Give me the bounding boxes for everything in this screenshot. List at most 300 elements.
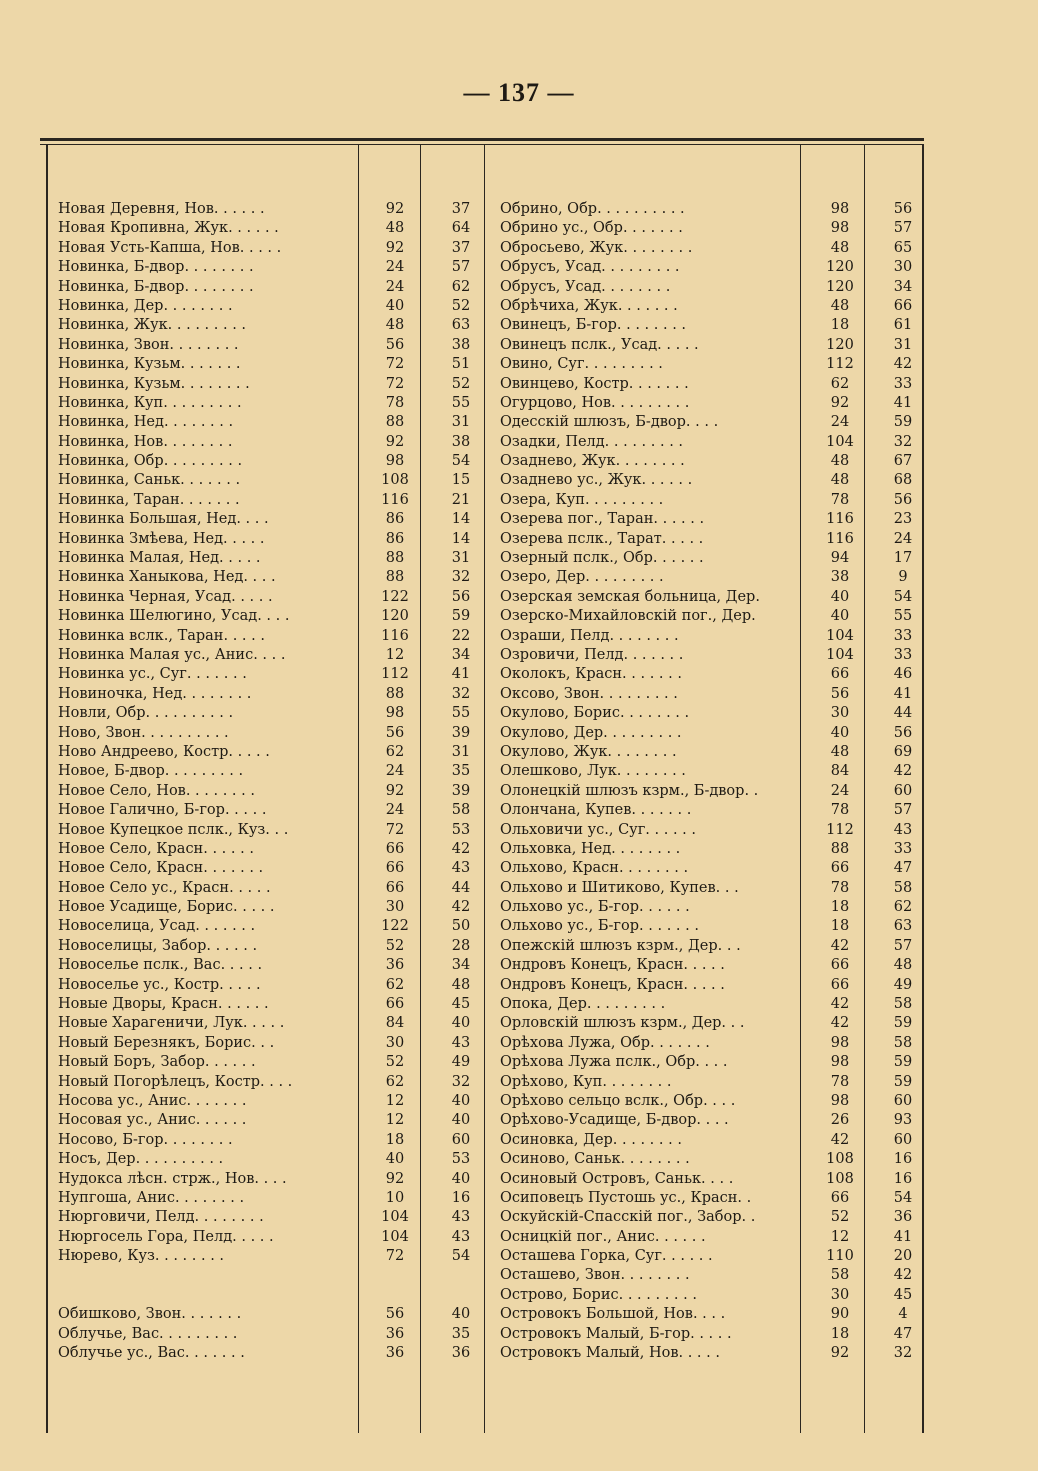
value-b: 44 bbox=[893, 705, 913, 722]
place-name: Овинцево, Костр. . . . . . . bbox=[500, 375, 689, 392]
value-b: 63 bbox=[451, 317, 471, 334]
place-name: Орѣхово-Усадище, Б-двор. . . . bbox=[500, 1112, 729, 1129]
place-name: Новинка вслк., Таран. . . . . bbox=[58, 627, 265, 644]
value-a: 40 bbox=[830, 588, 850, 605]
value-b: 33 bbox=[893, 375, 913, 392]
value-a: 30 bbox=[830, 705, 850, 722]
place-name: Новоселье ус., Костр. . . . . bbox=[58, 976, 261, 993]
value-b: 67 bbox=[893, 453, 913, 470]
value-b: 32 bbox=[893, 433, 913, 450]
place-name: Новинка Ханыкова, Нед. . . . bbox=[58, 569, 276, 586]
value-b: 57 bbox=[893, 937, 913, 954]
place-name: Окулово, Дер. . . . . . . . . bbox=[500, 724, 682, 741]
value-a: 92 bbox=[385, 782, 405, 799]
place-name: Новое, Б-двор. . . . . . . . . bbox=[58, 763, 244, 780]
place-name: Новинка Шелюгино, Усад. . . . bbox=[58, 608, 290, 625]
value-a: 120 bbox=[826, 278, 854, 295]
value-a: 78 bbox=[830, 802, 850, 819]
place-name: Опока, Дер. . . . . . . . . bbox=[500, 996, 666, 1013]
place-name: Обишково, Звон. . . . . . . bbox=[58, 1306, 242, 1323]
place-name: Новинка, Звон. . . . . . . . bbox=[58, 336, 239, 353]
value-a: 24 bbox=[830, 414, 850, 431]
value-a: 36 bbox=[385, 1325, 405, 1342]
place-name: Озерско-Михайловскій пог., Дер. bbox=[500, 608, 756, 625]
value-a: 24 bbox=[385, 259, 405, 276]
value-a: 18 bbox=[385, 1131, 405, 1148]
place-name: Островокъ Малый, Нов. . . . . bbox=[500, 1345, 720, 1362]
value-a: 88 bbox=[385, 569, 405, 586]
place-name: Ольхово и Шитиково, Купев. . . bbox=[500, 879, 739, 896]
value-b: 31 bbox=[451, 743, 471, 760]
value-a: 66 bbox=[385, 860, 405, 877]
top-rule-thin bbox=[40, 144, 924, 145]
value-b: 57 bbox=[451, 259, 471, 276]
value-a: 12 bbox=[830, 1228, 850, 1245]
value-a: 92 bbox=[830, 394, 850, 411]
value-a: 56 bbox=[830, 685, 850, 702]
value-b: 4 bbox=[898, 1306, 908, 1323]
value-b: 40 bbox=[451, 1170, 471, 1187]
value-a: 98 bbox=[385, 453, 405, 470]
place-name: Овино, Суг. . . . . . . . . bbox=[500, 356, 663, 373]
value-a: 66 bbox=[385, 879, 405, 896]
place-name: Новое Купецкое пслк., Куз. . . bbox=[58, 821, 289, 838]
value-a: 30 bbox=[385, 899, 405, 916]
place-name: Обрино, Обр. . . . . . . . . . bbox=[500, 201, 685, 217]
place-name: Новые Дворы, Красн. . . . . . bbox=[58, 996, 269, 1013]
value-a: 10 bbox=[385, 1189, 405, 1206]
value-b: 40 bbox=[451, 1112, 471, 1129]
value-b: 58 bbox=[893, 1034, 913, 1051]
value-b: 20 bbox=[893, 1248, 913, 1265]
place-name: Новое Галично, Б-гор. . . . . bbox=[58, 802, 267, 819]
value-a: 42 bbox=[830, 996, 850, 1013]
value-b: 59 bbox=[893, 1054, 913, 1071]
value-a: 18 bbox=[830, 918, 850, 935]
value-b: 53 bbox=[451, 821, 471, 838]
value-b: 32 bbox=[451, 569, 471, 586]
value-b: 57 bbox=[893, 802, 913, 819]
value-a: 84 bbox=[385, 1015, 405, 1032]
value-b: 55 bbox=[451, 705, 471, 722]
place-name: Озровичи, Пелд. . . . . . . bbox=[500, 646, 684, 663]
value-b: 47 bbox=[893, 860, 913, 877]
value-a: 122 bbox=[381, 918, 409, 935]
value-a: 98 bbox=[830, 220, 850, 237]
value-a: 120 bbox=[381, 608, 409, 625]
place-name: Ново Андреево, Костр. . . . . bbox=[58, 743, 270, 760]
place-name: Новинка, Таран. . . . . . . bbox=[58, 491, 240, 508]
value-b: 58 bbox=[893, 996, 913, 1013]
value-a: 120 bbox=[826, 336, 854, 353]
value-b: 32 bbox=[893, 1345, 913, 1362]
value-b: 36 bbox=[893, 1209, 913, 1226]
value-a: 40 bbox=[385, 297, 405, 314]
value-b: 14 bbox=[451, 511, 471, 528]
value-b: 35 bbox=[451, 763, 471, 780]
value-b: 52 bbox=[451, 375, 471, 392]
place-name: Новинка, Кузьм. . . . . . . . bbox=[58, 375, 250, 392]
value-b: 42 bbox=[893, 763, 913, 780]
value-a: 98 bbox=[830, 1092, 850, 1109]
value-a: 48 bbox=[830, 297, 850, 314]
value-b: 59 bbox=[893, 414, 913, 431]
place-name: Окулово, Жук. . . . . . . . bbox=[500, 743, 677, 760]
value-a: 110 bbox=[826, 1248, 854, 1265]
place-name: Окулово, Борис. . . . . . . . bbox=[500, 705, 690, 722]
place-name: Новоселица, Усад. . . . . . . bbox=[58, 918, 256, 935]
place-name: Носовая ус., Анис. . . . . . bbox=[58, 1112, 247, 1129]
value-a: 26 bbox=[830, 1112, 850, 1129]
place-name: Обрусъ, Усад. . . . . . . . . bbox=[500, 259, 680, 276]
value-b: 49 bbox=[893, 976, 913, 993]
value-b: 32 bbox=[451, 1073, 471, 1090]
value-b: 60 bbox=[893, 782, 913, 799]
place-name: Новинка, Саньк. . . . . . . bbox=[58, 472, 241, 489]
value-b: 31 bbox=[451, 414, 471, 431]
value-b: 58 bbox=[451, 802, 471, 819]
place-name: Новая Кропивна, Жук. . . . . . bbox=[58, 220, 279, 237]
value-b: 54 bbox=[451, 453, 471, 470]
value-b: 41 bbox=[451, 666, 471, 683]
value-a: 56 bbox=[385, 336, 405, 353]
value-b: 48 bbox=[893, 957, 913, 974]
value-b: 39 bbox=[451, 782, 471, 799]
place-name: Новое Село ус., Красн. . . . . bbox=[58, 879, 271, 896]
value-b: 23 bbox=[893, 511, 913, 528]
value-a: 116 bbox=[381, 627, 409, 644]
value-a: 108 bbox=[381, 472, 409, 489]
value-a: 116 bbox=[381, 491, 409, 508]
value-b: 41 bbox=[893, 1228, 913, 1245]
place-name: Новинка, Куп. . . . . . . . . bbox=[58, 394, 242, 411]
value-a: 12 bbox=[385, 646, 405, 663]
value-a: 104 bbox=[826, 433, 854, 450]
value-a: 78 bbox=[830, 491, 850, 508]
place-name: Новинка, Кузьм. . . . . . . bbox=[58, 356, 241, 373]
value-a: 38 bbox=[830, 569, 850, 586]
value-b: 43 bbox=[451, 1209, 471, 1226]
place-name: Орловскій шлюзъ кзрм., Дер. . . bbox=[500, 1015, 745, 1032]
place-name: Ольхово ус., Б-гор. . . . . . . bbox=[500, 918, 699, 935]
value-b: 43 bbox=[893, 821, 913, 838]
place-name: Новое Село, Красн. . . . . . . bbox=[58, 860, 264, 877]
value-b: 65 bbox=[893, 239, 913, 256]
value-a: 92 bbox=[385, 239, 405, 256]
value-a: 112 bbox=[826, 356, 854, 373]
value-b: 14 bbox=[451, 530, 471, 547]
value-a: 66 bbox=[830, 957, 850, 974]
place-name: Озерская земская больница, Дер. bbox=[500, 588, 760, 605]
value-a: 30 bbox=[385, 1034, 405, 1051]
place-name: Осташево, Звон. . . . . . . . bbox=[500, 1267, 690, 1284]
value-b: 56 bbox=[893, 201, 913, 217]
value-a: 12 bbox=[385, 1092, 405, 1109]
value-a: 48 bbox=[385, 220, 405, 237]
value-a: 86 bbox=[385, 530, 405, 547]
place-name: Новинка Змѣева, Нед. . . . . bbox=[58, 530, 265, 547]
place-name: Новинка, Б-двор. . . . . . . . bbox=[58, 259, 254, 276]
place-name: Ольховка, Нед. . . . . . . . bbox=[500, 840, 681, 857]
place-name: Озера, Куп. . . . . . . . . bbox=[500, 491, 664, 508]
value-b: 55 bbox=[451, 394, 471, 411]
place-name: Новое Усадище, Борис. . . . . bbox=[58, 899, 275, 916]
place-name: Новое Село, Нов. . . . . . . . bbox=[58, 782, 255, 799]
value-a: 84 bbox=[830, 763, 850, 780]
value-b: 52 bbox=[451, 297, 471, 314]
place-name: Осницкій пог., Анис. . . . . . bbox=[500, 1228, 706, 1245]
value-b: 33 bbox=[893, 840, 913, 857]
value-b: 59 bbox=[451, 608, 471, 625]
place-name: Новый Березнякъ, Борис. . . bbox=[58, 1034, 275, 1051]
place-name: Ольхово, Красн. . . . . . . . bbox=[500, 860, 689, 877]
value-b: 31 bbox=[451, 550, 471, 567]
place-name: Новиночка, Нед. . . . . . . . bbox=[58, 685, 252, 702]
place-name: Островокъ Малый, Б-гор. . . . . bbox=[500, 1325, 732, 1342]
value-a: 48 bbox=[385, 317, 405, 334]
value-b: 64 bbox=[451, 220, 471, 237]
value-b: 45 bbox=[893, 1286, 913, 1303]
value-a: 66 bbox=[830, 976, 850, 993]
value-b: 36 bbox=[451, 1345, 471, 1362]
value-a: 52 bbox=[385, 1054, 405, 1071]
value-a: 30 bbox=[830, 1286, 850, 1303]
value-b: 68 bbox=[893, 472, 913, 489]
value-a: 48 bbox=[830, 472, 850, 489]
place-name: Обрусъ, Усад. . . . . . . . bbox=[500, 278, 671, 295]
place-name: Новинка, Нов. . . . . . . . bbox=[58, 433, 233, 450]
value-b: 42 bbox=[893, 1267, 913, 1284]
place-name: Олончана, Купев. . . . . . . bbox=[500, 802, 692, 819]
value-a: 42 bbox=[830, 1015, 850, 1032]
place-name: Озаднево, Жук. . . . . . . . bbox=[500, 453, 685, 470]
place-name: Озерева пог., Таран. . . . . . bbox=[500, 511, 705, 528]
value-a: 98 bbox=[385, 705, 405, 722]
value-a: 98 bbox=[830, 1034, 850, 1051]
place-name: Нюрево, Куз. . . . . . . . bbox=[58, 1248, 225, 1265]
value-a: 48 bbox=[830, 453, 850, 470]
value-a: 62 bbox=[830, 375, 850, 392]
place-name: Облучье, Вас. . . . . . . . . bbox=[58, 1325, 238, 1342]
value-b: 40 bbox=[451, 1306, 471, 1323]
value-a: 88 bbox=[385, 685, 405, 702]
value-a: 112 bbox=[826, 821, 854, 838]
place-name: Носова ус., Анис. . . . . . . bbox=[58, 1092, 247, 1109]
value-b: 62 bbox=[893, 899, 913, 916]
value-a: 72 bbox=[385, 821, 405, 838]
place-name: Озадки, Пелд. . . . . . . . . bbox=[500, 433, 684, 450]
place-name: Носово, Б-гор. . . . . . . . bbox=[58, 1131, 233, 1148]
value-a: 108 bbox=[826, 1170, 854, 1187]
value-b: 50 bbox=[451, 918, 471, 935]
place-name: Осташева Горка, Суг. . . . . . bbox=[500, 1248, 713, 1265]
value-b: 32 bbox=[451, 685, 471, 702]
place-name: Озерева пслк., Тарат. . . . . bbox=[500, 530, 704, 547]
value-a: 92 bbox=[385, 1170, 405, 1187]
place-name: Новинка Большая, Нед. . . . bbox=[58, 511, 269, 528]
value-a: 62 bbox=[385, 1073, 405, 1090]
place-name: Озеро, Дер. . . . . . . . . bbox=[500, 569, 664, 586]
value-a: 52 bbox=[385, 937, 405, 954]
value-a: 12 bbox=[385, 1112, 405, 1129]
value-b: 28 bbox=[451, 937, 471, 954]
place-name: Ольховичи ус., Суг. . . . . . bbox=[500, 821, 696, 838]
value-b: 61 bbox=[893, 317, 913, 334]
place-name: Орѣхова Лужа, Обр. . . . . . . bbox=[500, 1034, 710, 1051]
value-b: 55 bbox=[893, 608, 913, 625]
column-divider bbox=[46, 144, 48, 1433]
value-a: 98 bbox=[830, 201, 850, 217]
value-a: 72 bbox=[385, 1248, 405, 1265]
place-name: Осиново, Саньк. . . . . . . . bbox=[500, 1151, 690, 1168]
place-name: Олонецкій шлюзъ кзрм., Б-двор. . bbox=[500, 782, 759, 799]
value-b: 69 bbox=[893, 743, 913, 760]
value-b: 58 bbox=[893, 879, 913, 896]
place-name: Озраши, Пелд. . . . . . . . bbox=[500, 627, 679, 644]
place-name: Нюргосель Гора, Пелд. . . . . bbox=[58, 1228, 274, 1245]
value-b: 54 bbox=[451, 1248, 471, 1265]
value-a: 78 bbox=[830, 879, 850, 896]
value-b: 16 bbox=[893, 1151, 913, 1168]
value-b: 41 bbox=[893, 685, 913, 702]
value-b: 40 bbox=[451, 1092, 471, 1109]
value-b: 17 bbox=[893, 550, 913, 567]
value-b: 56 bbox=[893, 491, 913, 508]
value-b: 43 bbox=[451, 860, 471, 877]
value-b: 63 bbox=[893, 918, 913, 935]
value-a: 98 bbox=[830, 1054, 850, 1071]
value-a: 40 bbox=[385, 1151, 405, 1168]
place-name: Осиновый Островъ, Саньк. . . . bbox=[500, 1170, 734, 1187]
place-name: Обрино ус., Обр. . . . . . . bbox=[500, 220, 683, 237]
value-b: 47 bbox=[893, 1325, 913, 1342]
value-a: 66 bbox=[385, 840, 405, 857]
value-b: 16 bbox=[893, 1170, 913, 1187]
value-a: 24 bbox=[830, 782, 850, 799]
value-b: 42 bbox=[893, 356, 913, 373]
value-a: 18 bbox=[830, 317, 850, 334]
value-a: 116 bbox=[826, 511, 854, 528]
place-name: Орѣхова Лужа пслк., Обр. . . . bbox=[500, 1054, 728, 1071]
value-a: 72 bbox=[385, 356, 405, 373]
place-name: Нюрговичи, Пелд. . . . . . . . bbox=[58, 1209, 264, 1226]
value-a: 42 bbox=[830, 1131, 850, 1148]
value-a: 62 bbox=[385, 976, 405, 993]
value-b: 22 bbox=[451, 627, 471, 644]
value-b: 42 bbox=[451, 840, 471, 857]
place-name: Новоселье пслк., Вас. . . . . bbox=[58, 957, 263, 974]
value-b: 37 bbox=[451, 201, 471, 217]
gazetteer-table bbox=[40, 138, 924, 1433]
value-a: 88 bbox=[830, 840, 850, 857]
place-name: Орѣхово, Куп. . . . . . . . bbox=[500, 1073, 672, 1090]
value-b: 66 bbox=[893, 297, 913, 314]
place-name: Новая Деревня, Нов. . . . . . bbox=[58, 201, 265, 217]
value-b: 24 bbox=[893, 530, 913, 547]
place-name: Ондровъ Конецъ, Красн. . . . . bbox=[500, 957, 725, 974]
value-a: 18 bbox=[830, 1325, 850, 1342]
place-name: Новинка, Обр. . . . . . . . . bbox=[58, 453, 243, 470]
value-a: 120 bbox=[826, 259, 854, 276]
value-b: 45 bbox=[451, 996, 471, 1013]
place-name: Огурцово, Нов. . . . . . . . . bbox=[500, 394, 690, 411]
place-name: Обросьево, Жук. . . . . . . . bbox=[500, 239, 693, 256]
place-name: Новоселицы, Забор. . . . . . bbox=[58, 937, 258, 954]
place-name: Новинка ус., Суг. . . . . . . bbox=[58, 666, 247, 683]
place-name: Осиповецъ Пустошь ус., Красн. . bbox=[500, 1189, 752, 1206]
place-name: Овинецъ пслк., Усад. . . . . bbox=[500, 336, 699, 353]
value-a: 112 bbox=[381, 666, 409, 683]
column-divider bbox=[358, 144, 359, 1433]
value-b: 43 bbox=[451, 1034, 471, 1051]
value-a: 18 bbox=[830, 899, 850, 916]
place-name: Новый Погорѣлецъ, Костр. . . . bbox=[58, 1073, 293, 1090]
value-a: 40 bbox=[830, 608, 850, 625]
value-b: 33 bbox=[893, 646, 913, 663]
value-b: 30 bbox=[893, 259, 913, 276]
value-b: 43 bbox=[451, 1228, 471, 1245]
place-name: Озерный пслк., Обр. . . . . . bbox=[500, 550, 704, 567]
value-b: 53 bbox=[451, 1151, 471, 1168]
place-name: Новинка, Дер. . . . . . . . bbox=[58, 297, 233, 314]
page-number: — 137 — bbox=[463, 78, 575, 107]
value-b: 49 bbox=[451, 1054, 471, 1071]
value-b: 9 bbox=[898, 569, 908, 586]
value-b: 93 bbox=[893, 1112, 913, 1129]
value-a: 24 bbox=[385, 802, 405, 819]
place-name: Новое Село, Красн. . . . . . bbox=[58, 840, 254, 857]
place-name: Опежскій шлюзъ кзрм., Дер. . . bbox=[500, 937, 741, 954]
place-name: Новинка Малая, Нед. . . . . bbox=[58, 550, 261, 567]
value-b: 38 bbox=[451, 433, 471, 450]
value-a: 86 bbox=[385, 511, 405, 528]
place-name: Ондровъ Конецъ, Красн. . . . . bbox=[500, 976, 725, 993]
value-b: 34 bbox=[451, 957, 471, 974]
value-a: 66 bbox=[385, 996, 405, 1013]
value-a: 66 bbox=[830, 860, 850, 877]
value-b: 60 bbox=[451, 1131, 471, 1148]
place-name: Нудокса лѣсн. стрж., Нов. . . . bbox=[58, 1170, 287, 1187]
value-a: 36 bbox=[385, 957, 405, 974]
value-b: 57 bbox=[893, 220, 913, 237]
value-b: 39 bbox=[451, 724, 471, 741]
value-a: 56 bbox=[385, 1306, 405, 1323]
value-a: 88 bbox=[385, 414, 405, 431]
value-b: 35 bbox=[451, 1325, 471, 1342]
value-b: 54 bbox=[893, 588, 913, 605]
value-b: 59 bbox=[893, 1073, 913, 1090]
value-a: 104 bbox=[381, 1209, 409, 1226]
value-b: 37 bbox=[451, 239, 471, 256]
value-b: 44 bbox=[451, 879, 471, 896]
place-name: Обрѣчиха, Жук. . . . . . . bbox=[500, 297, 678, 314]
value-b: 33 bbox=[893, 627, 913, 644]
value-a: 40 bbox=[830, 724, 850, 741]
value-b: 60 bbox=[893, 1092, 913, 1109]
value-a: 56 bbox=[385, 724, 405, 741]
top-rule bbox=[40, 138, 924, 141]
place-name: Носъ, Дер. . . . . . . . . . bbox=[58, 1151, 224, 1168]
value-a: 92 bbox=[385, 201, 405, 217]
value-a: 122 bbox=[381, 588, 409, 605]
value-b: 15 bbox=[451, 472, 471, 489]
value-a: 78 bbox=[830, 1073, 850, 1090]
place-name: Острово, Борис. . . . . . . . . bbox=[500, 1286, 697, 1303]
value-a: 72 bbox=[385, 375, 405, 392]
value-b: 40 bbox=[451, 1015, 471, 1032]
value-a: 36 bbox=[385, 1345, 405, 1362]
place-name: Оскуйскій-Спасскій пог., Забор. . bbox=[500, 1209, 756, 1226]
